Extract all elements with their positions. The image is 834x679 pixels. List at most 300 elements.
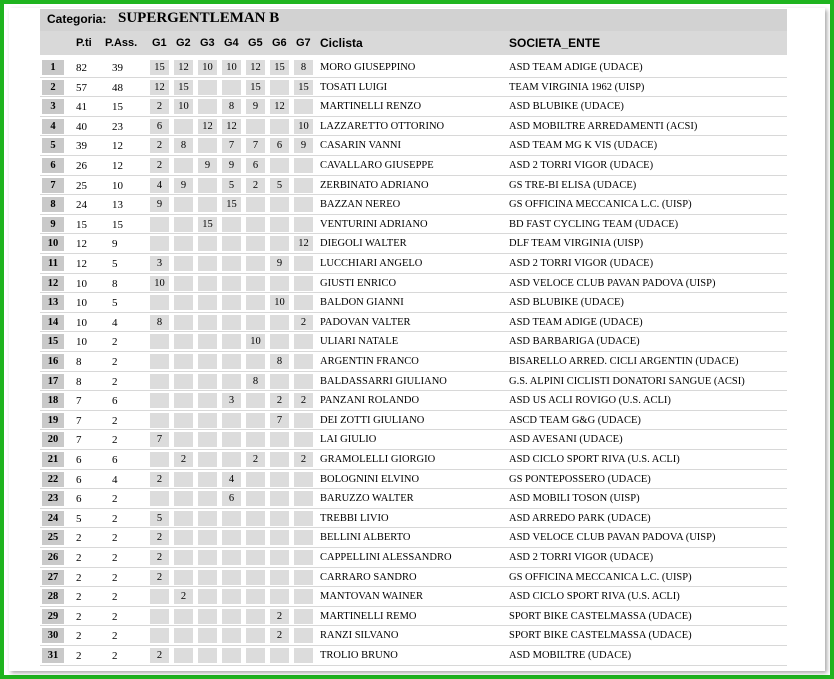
stage-g7-cell (294, 197, 313, 212)
stage-g6-cell (270, 158, 289, 173)
stage-g7-cell: 12 (294, 236, 313, 251)
table-row (40, 117, 787, 137)
table-row (40, 568, 787, 588)
stage-g1-cell: 2 (150, 158, 169, 173)
stage-g1-cell: 2 (150, 530, 169, 545)
table-row (40, 176, 787, 196)
table-row (40, 97, 787, 117)
stage-g6-cell: 10 (270, 295, 289, 310)
stage-g3-cell (198, 530, 217, 545)
points-cell: 2 (76, 650, 82, 662)
rider-name: BALDON GIANNI (320, 297, 404, 309)
stage-g7-cell (294, 413, 313, 428)
rank-cell: 5 (42, 138, 64, 153)
stage-g5-cell (246, 432, 265, 447)
stage-g5-cell (246, 609, 265, 624)
rider-name: VENTURINI ADRIANO (320, 218, 428, 230)
team-name: ASD VELOCE CLUB PAVAN PADOVA (UISP) (509, 277, 716, 289)
stage-g2-cell: 2 (174, 589, 193, 604)
stage-g7-cell (294, 99, 313, 114)
pass-cell: 15 (112, 101, 123, 114)
stage-g2-cell (174, 393, 193, 408)
rank-cell: 15 (42, 334, 64, 349)
stage-g5-cell: 2 (246, 178, 265, 193)
pass-cell: 2 (112, 434, 118, 447)
rider-name: BELLINI ALBERTO (320, 532, 411, 544)
team-name: G.S. ALPINI CICLISTI DONATORI SANGUE (ACSI) (509, 375, 745, 387)
team-name: ASD CICLO SPORT RIVA (U.S. ACLI) (509, 454, 680, 465)
stage-g6-cell (270, 530, 289, 545)
stage-g2-cell (174, 413, 193, 428)
stage-g5-cell: 2 (246, 452, 265, 467)
header-g3: G3 (200, 37, 215, 49)
rank-cell: 31 (42, 648, 64, 663)
stage-g7-cell (294, 178, 313, 193)
stage-g7-cell (294, 374, 313, 389)
stage-g5-cell: 8 (246, 374, 265, 389)
stage-g5-cell: 7 (246, 138, 265, 153)
pass-cell: 39 (112, 62, 123, 74)
stage-g6-cell: 8 (270, 354, 289, 369)
stage-g4-cell (222, 511, 241, 526)
team-name: ASD CICLO SPORT RIVA (U.S. ACLI) (509, 591, 680, 603)
stage-g1-cell (150, 609, 169, 624)
rank-cell: 30 (42, 628, 64, 643)
stage-g3-cell (198, 628, 217, 643)
points-cell: 6 (76, 454, 82, 466)
points-cell: 6 (76, 493, 82, 506)
pass-cell: 4 (112, 316, 118, 329)
stage-g2-cell: 10 (174, 99, 193, 114)
rank-cell: 16 (42, 354, 64, 369)
rider-name: ZERBINATO ADRIANO (320, 179, 429, 191)
stage-g1-cell: 7 (150, 432, 169, 447)
stage-g7-cell (294, 276, 313, 291)
rank-cell: 21 (42, 452, 64, 467)
team-name: ASD ARREDO PARK (UDACE) (509, 512, 651, 524)
pass-cell: 12 (112, 140, 123, 153)
stage-g1-cell: 9 (150, 197, 169, 212)
points-cell: 24 (76, 199, 87, 212)
stage-g1-cell: 6 (150, 119, 169, 134)
rank-cell: 8 (42, 197, 64, 212)
table-row (40, 195, 787, 215)
table-row (40, 254, 787, 274)
team-name: ASD BLUBIKE (UDACE) (509, 297, 624, 309)
table-row (40, 626, 787, 646)
rider-name: PADOVAN VALTER (320, 316, 411, 328)
rank-cell: 19 (42, 413, 64, 428)
team-name: SPORT BIKE CASTELMASSA (UDACE) (509, 630, 692, 642)
stage-g3-cell (198, 256, 217, 271)
stage-g3-cell (198, 393, 217, 408)
stage-g3-cell (198, 374, 217, 389)
table-row (40, 215, 787, 235)
pass-cell: 12 (112, 160, 123, 172)
stage-g1-cell (150, 295, 169, 310)
stage-g6-cell: 2 (270, 609, 289, 624)
rider-name: LAI GIULIO (320, 434, 377, 446)
points-cell: 57 (76, 81, 87, 94)
table-row (40, 313, 787, 333)
stage-g7-cell (294, 472, 313, 487)
stage-g6-cell (270, 119, 289, 134)
header-ciclista: Ciclista (320, 36, 363, 50)
points-cell: 5 (76, 512, 82, 525)
rank-cell: 11 (42, 256, 64, 271)
pass-cell: 2 (112, 552, 118, 564)
pass-cell: 4 (112, 473, 118, 486)
stage-g2-cell (174, 158, 193, 173)
points-cell: 12 (76, 258, 87, 270)
stage-g4-cell (222, 374, 241, 389)
rider-name: DIEGOLI WALTER (320, 238, 407, 250)
stage-g4-cell (222, 530, 241, 545)
stage-g6-cell: 5 (270, 178, 289, 193)
header-g2: G2 (176, 37, 191, 49)
stage-g3-cell (198, 236, 217, 251)
rank-cell: 20 (42, 432, 64, 447)
rider-name: CAVALLARO GIUSEPPE (320, 160, 434, 171)
stage-g5-cell (246, 570, 265, 585)
stage-g4-cell: 15 (222, 197, 241, 212)
stage-g6-cell (270, 452, 289, 467)
stage-g5-cell (246, 217, 265, 232)
pass-cell: 2 (112, 571, 118, 584)
pass-cell: 2 (112, 591, 118, 604)
points-cell: 8 (76, 356, 82, 368)
stage-g1-cell (150, 354, 169, 369)
stage-g3-cell (198, 197, 217, 212)
stage-g7-cell (294, 354, 313, 369)
stage-g7-cell: 2 (294, 315, 313, 330)
stage-g1-cell (150, 393, 169, 408)
header-g5: G5 (248, 37, 263, 49)
stage-g2-cell: 12 (174, 60, 193, 75)
table-row (40, 489, 787, 509)
pass-cell: 2 (112, 336, 118, 349)
rider-name: LUCCHIARI ANGELO (320, 258, 423, 269)
rank-cell: 10 (42, 236, 64, 251)
stage-g5-cell (246, 315, 265, 330)
points-cell: 10 (76, 316, 87, 329)
stage-g5-cell (246, 276, 265, 291)
rider-name: MARTINELLI RENZO (320, 101, 422, 113)
stage-g7-cell (294, 530, 313, 545)
stage-g4-cell (222, 413, 241, 428)
team-name: GS OFFICINA MECCANICA L.C. (UISP) (509, 571, 692, 583)
table-row (40, 78, 787, 98)
rider-name: BAZZAN NEREO (320, 199, 401, 211)
table-row (40, 411, 787, 431)
rank-cell: 22 (42, 472, 64, 487)
rider-name: CASARIN VANNI (320, 140, 402, 152)
stage-g1-cell (150, 236, 169, 251)
stage-g7-cell (294, 158, 313, 173)
stage-g4-cell (222, 256, 241, 271)
stage-g3-cell (198, 452, 217, 467)
stage-g6-cell: 2 (270, 393, 289, 408)
rank-cell: 2 (42, 80, 64, 95)
stage-g3-cell: 10 (198, 60, 217, 75)
stage-g3-cell: 9 (198, 158, 217, 173)
stage-g2-cell: 8 (174, 138, 193, 153)
stage-g2-cell (174, 236, 193, 251)
stage-g5-cell: 6 (246, 158, 265, 173)
stage-g5-cell (246, 628, 265, 643)
stage-g4-cell: 7 (222, 138, 241, 153)
points-cell: 8 (76, 375, 82, 388)
stage-g3-cell (198, 589, 217, 604)
stage-g6-cell: 9 (270, 256, 289, 271)
stage-g6-cell (270, 197, 289, 212)
table-row (40, 58, 787, 78)
stage-g5-cell (246, 472, 265, 487)
stage-g5-cell (246, 295, 265, 310)
stage-g6-cell (270, 589, 289, 604)
pass-cell: 23 (112, 120, 123, 133)
header-g7: G7 (296, 37, 311, 49)
pass-cell: 2 (112, 493, 118, 506)
rank-cell: 12 (42, 276, 64, 291)
table-row (40, 352, 787, 372)
table-row (40, 470, 787, 490)
points-cell: 2 (76, 610, 82, 623)
stage-g3-cell (198, 80, 217, 95)
stage-g4-cell (222, 295, 241, 310)
stage-g1-cell: 2 (150, 138, 169, 153)
stage-g4-cell (222, 217, 241, 232)
stage-g3-cell (198, 99, 217, 114)
stage-g1-cell (150, 452, 169, 467)
category-value: SUPERGENTLEMAN B (118, 10, 280, 26)
stage-g7-cell (294, 432, 313, 447)
stage-g4-cell (222, 589, 241, 604)
stage-g2-cell: 2 (174, 452, 193, 467)
stage-g6-cell (270, 217, 289, 232)
team-name: ASD MOBILTRE (UDACE) (509, 650, 632, 661)
rank-cell: 29 (42, 609, 64, 624)
stage-g5-cell (246, 256, 265, 271)
stage-g6-cell (270, 315, 289, 330)
stage-g5-cell (246, 393, 265, 408)
stage-g4-cell (222, 432, 241, 447)
stage-g2-cell (174, 491, 193, 506)
stage-g5-cell (246, 530, 265, 545)
stage-g6-cell (270, 511, 289, 526)
stage-g3-cell (198, 276, 217, 291)
team-name: DLF TEAM VIRGINIA (UISP) (509, 238, 644, 250)
points-cell: 2 (76, 552, 82, 564)
table-row (40, 450, 787, 470)
header-societa: SOCIETA_ENTE (509, 36, 601, 50)
points-cell: 41 (76, 101, 87, 114)
pass-cell: 2 (112, 630, 118, 643)
stage-g7-cell (294, 550, 313, 565)
rider-name: BOLOGNINI ELVINO (320, 473, 420, 485)
stage-g4-cell (222, 80, 241, 95)
stage-g5-cell (246, 648, 265, 663)
stage-g6-cell: 12 (270, 99, 289, 114)
pass-cell: 9 (112, 238, 118, 251)
table-row (40, 587, 787, 607)
table-row (40, 509, 787, 529)
stage-g3-cell (198, 609, 217, 624)
stage-g7-cell: 10 (294, 119, 313, 134)
stage-g6-cell: 2 (270, 628, 289, 643)
points-cell: 39 (76, 140, 87, 153)
rank-cell: 23 (42, 491, 64, 506)
team-name: GS OFFICINA MECCANICA L.C. (UISP) (509, 199, 692, 211)
stage-g2-cell (174, 295, 193, 310)
stage-g6-cell (270, 80, 289, 95)
stage-g7-cell (294, 295, 313, 310)
rider-name: GIUSTI ENRICO (320, 277, 397, 289)
table-row (40, 234, 787, 254)
stage-g3-cell (198, 570, 217, 585)
stage-g1-cell: 4 (150, 178, 169, 193)
stage-g2-cell: 9 (174, 178, 193, 193)
stage-g5-cell: 12 (246, 60, 265, 75)
header-g6: G6 (272, 37, 287, 49)
header-g4: G4 (224, 37, 239, 49)
rider-name: CARRARO SANDRO (320, 571, 417, 583)
stage-g4-cell (222, 354, 241, 369)
stage-g1-cell (150, 589, 169, 604)
team-name: ASD VELOCE CLUB PAVAN PADOVA (UISP) (509, 532, 716, 544)
stage-g2-cell (174, 276, 193, 291)
rank-cell: 13 (42, 295, 64, 310)
stage-g1-cell (150, 628, 169, 643)
stage-g7-cell (294, 217, 313, 232)
stage-g1-cell (150, 217, 169, 232)
points-cell: 25 (76, 179, 87, 192)
stage-g5-cell: 9 (246, 99, 265, 114)
table-row (40, 391, 787, 411)
stage-g2-cell (174, 550, 193, 565)
stage-g2-cell (174, 374, 193, 389)
stage-g3-cell (198, 295, 217, 310)
team-name: ASD TEAM ADIGE (UDACE) (509, 316, 643, 328)
pass-cell: 2 (112, 375, 118, 388)
team-name: ASD 2 TORRI VIGOR (UDACE) (509, 160, 654, 171)
stage-g7-cell: 9 (294, 138, 313, 153)
rank-cell: 6 (42, 158, 64, 173)
table-row (40, 136, 787, 156)
stage-g2-cell (174, 217, 193, 232)
stage-g1-cell: 2 (150, 570, 169, 585)
rider-name: TROLIO BRUNO (320, 650, 398, 661)
rider-name: BALDASSARRI GIULIANO (320, 375, 447, 387)
stage-g6-cell (270, 491, 289, 506)
points-cell: 2 (76, 591, 82, 604)
stage-g3-cell (198, 472, 217, 487)
stage-g3-cell (198, 432, 217, 447)
row-divider (40, 665, 787, 666)
rank-cell: 4 (42, 119, 64, 134)
stage-g1-cell: 2 (150, 648, 169, 663)
points-cell: 10 (76, 336, 87, 349)
rank-cell: 18 (42, 393, 64, 408)
stage-g4-cell (222, 570, 241, 585)
stage-g7-cell (294, 334, 313, 349)
rider-name: PANZANI ROLANDO (320, 395, 420, 407)
pass-cell: 10 (112, 179, 123, 192)
stage-g4-cell (222, 236, 241, 251)
stage-g6-cell (270, 570, 289, 585)
pass-cell: 2 (112, 650, 118, 662)
stage-g4-cell: 6 (222, 491, 241, 506)
team-name: ASD US ACLI ROVIGO (U.S. ACLI) (509, 395, 671, 407)
team-name: ASD TEAM ADIGE (UDACE) (509, 62, 643, 73)
stage-g6-cell: 6 (270, 138, 289, 153)
pass-cell: 2 (112, 512, 118, 525)
points-cell: 6 (76, 473, 82, 486)
stage-g3-cell (198, 511, 217, 526)
stage-g3-cell (198, 334, 217, 349)
rider-name: BARUZZO WALTER (320, 493, 414, 505)
team-name: BISARELLO ARRED. CICLI ARGENTIN (UDACE) (509, 356, 739, 367)
stage-g5-cell (246, 119, 265, 134)
table-row (40, 528, 787, 548)
pass-cell: 2 (112, 532, 118, 545)
stage-g2-cell (174, 354, 193, 369)
stage-g2-cell (174, 197, 193, 212)
table-row (40, 332, 787, 352)
stage-g6-cell (270, 472, 289, 487)
rank-cell: 9 (42, 217, 64, 232)
points-cell: 15 (76, 218, 87, 231)
rider-name: RANZI SILVANO (320, 630, 399, 642)
stage-g5-cell: 15 (246, 80, 265, 95)
stage-g5-cell (246, 236, 265, 251)
stage-g5-cell (246, 550, 265, 565)
pass-cell: 48 (112, 81, 123, 94)
stage-g1-cell (150, 413, 169, 428)
rider-name: GRAMOLELLI GIORGIO (320, 454, 436, 465)
stage-g6-cell (270, 550, 289, 565)
pass-cell: 5 (112, 258, 118, 270)
stage-g7-cell (294, 570, 313, 585)
stage-g6-cell (270, 334, 289, 349)
stage-g1-cell: 3 (150, 256, 169, 271)
header-points: P.ti (76, 37, 92, 49)
stage-g2-cell: 15 (174, 80, 193, 95)
stage-g6-cell (270, 374, 289, 389)
stage-g2-cell (174, 432, 193, 447)
stage-g4-cell (222, 550, 241, 565)
points-cell: 2 (76, 571, 82, 584)
stage-g2-cell (174, 119, 193, 134)
stage-g1-cell: 12 (150, 80, 169, 95)
stage-g7-cell (294, 609, 313, 624)
rider-name: ULIARI NATALE (320, 336, 399, 348)
rider-name: ARGENTIN FRANCO (320, 356, 419, 367)
stage-g4-cell: 12 (222, 119, 241, 134)
stage-g6-cell (270, 648, 289, 663)
rank-cell: 28 (42, 589, 64, 604)
header-g1: G1 (152, 37, 167, 49)
points-cell: 2 (76, 532, 82, 545)
stage-g1-cell: 10 (150, 276, 169, 291)
stage-g1-cell: 2 (150, 472, 169, 487)
rank-cell: 14 (42, 315, 64, 330)
stage-g2-cell (174, 334, 193, 349)
team-name: ASD 2 TORRI VIGOR (UDACE) (509, 552, 654, 563)
points-cell: 7 (76, 434, 82, 447)
rider-name: TOSATI LUIGI (320, 81, 388, 93)
stage-g4-cell: 5 (222, 178, 241, 193)
